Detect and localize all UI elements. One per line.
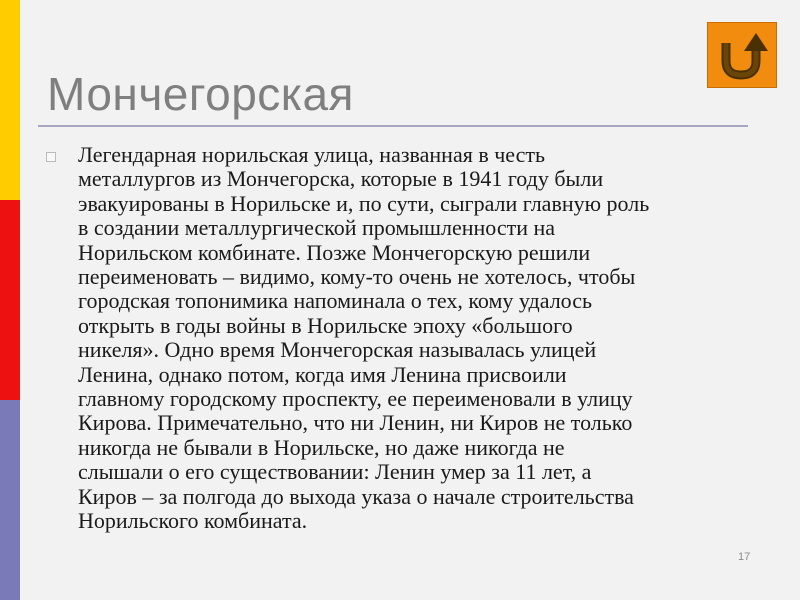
page-number: 17 (738, 551, 751, 563)
back-button[interactable] (707, 22, 777, 88)
body-line: никеля». Одно время Мончегорская называлась улицей (78, 337, 597, 363)
body-line: Кирова. Примечательно, что ни Ленин, ни Киров не только (78, 410, 633, 436)
body-line: металлургов из Мончегорска, которые в 1941 году были (78, 166, 604, 192)
body-line: Ленина, однако потом, когда имя Ленина присвоили (78, 361, 567, 387)
u-turn-back-arrow-icon (708, 23, 776, 87)
body-line: эвакуированы в Норильске и, по сути, сыграли главную роль (78, 190, 650, 216)
left-strip-yellow (0, 0, 20, 200)
body-line: Легендарная норильская улица, названная в честь (78, 142, 546, 167)
left-strip-red (0, 200, 20, 400)
slide-title: Мончегорская (47, 68, 354, 120)
body-line: в создании металлургической промышленности на (78, 215, 556, 241)
body-line: открыть в годы войны в Норильске эпоху «большого (78, 312, 573, 338)
body-line: никогда не бывали в Норильске, но даже никогда не (78, 434, 565, 460)
body-line: Норильском комбинате. Позже Мончегорскую решили (78, 239, 591, 265)
title-divider (38, 125, 748, 127)
body-line: Норильского комбината. (78, 508, 308, 534)
body-line: главному городскому проспекту, ее переименовали в улицу (78, 386, 633, 412)
body-line: Киров – за полгода до выхода указа о начале строительства (78, 483, 634, 509)
bullet-marker (46, 152, 56, 162)
left-strip-blue (0, 400, 20, 600)
body-paragraph (78, 143, 758, 534)
body-line: переименовать – видимо, кому-то очень не хотелось, чтобы (78, 264, 636, 290)
body-line: городская топонимика напоминала о тех, кому удалось (78, 288, 593, 314)
body-line: слышали о его существовании: Ленин умер за 11 лет, а (78, 459, 592, 485)
